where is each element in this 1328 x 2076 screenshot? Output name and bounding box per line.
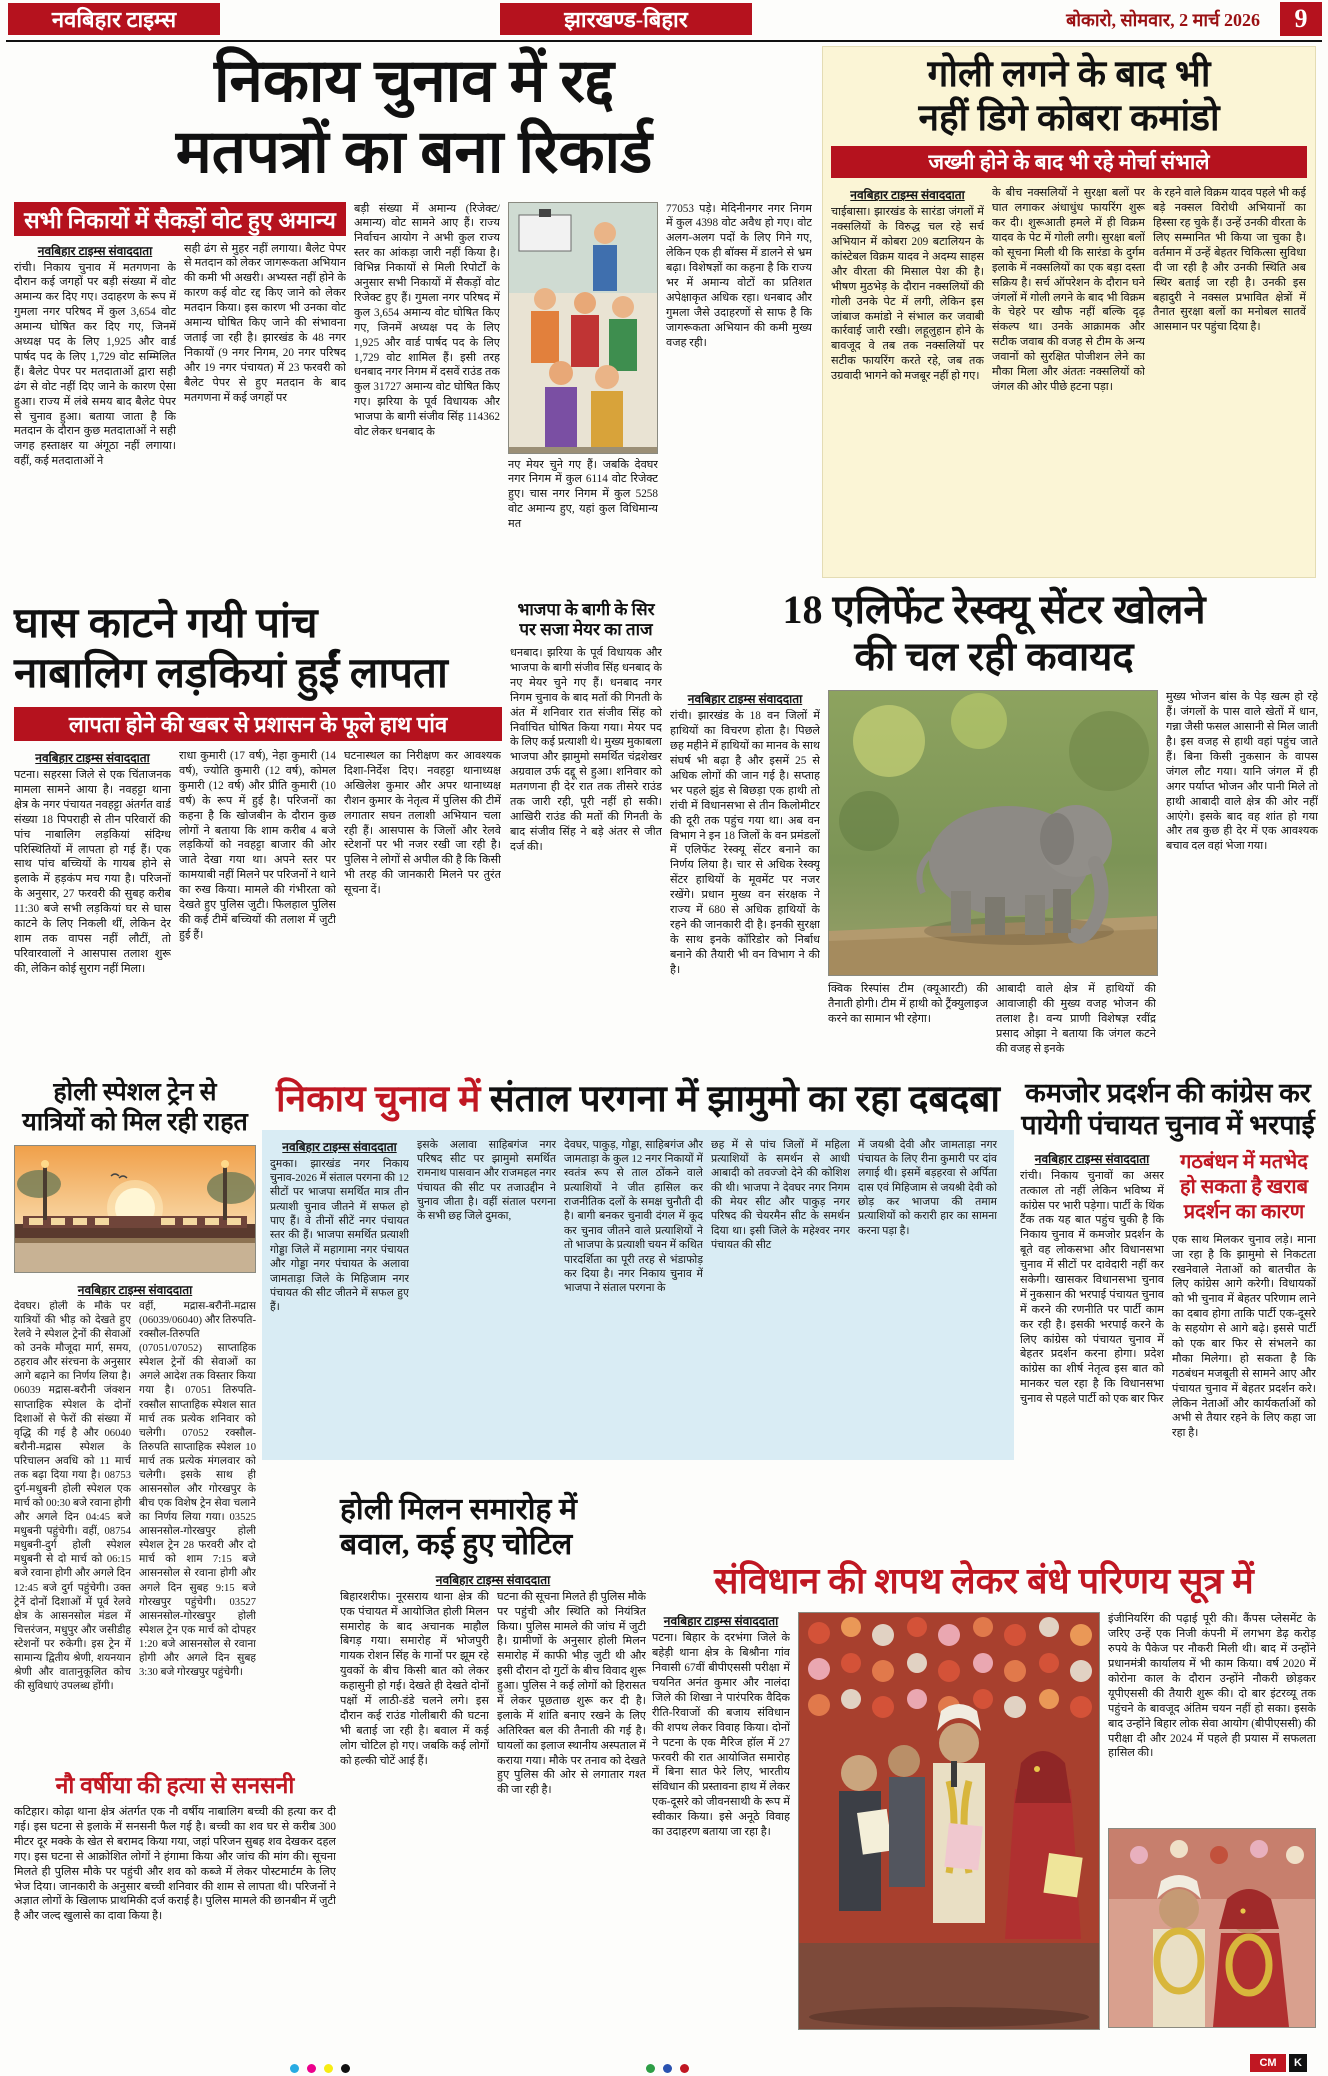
byline: नवबिहार टाइम्स संवाददाता	[282, 1139, 397, 1154]
section-title: झारखण्ड-बिहार	[500, 3, 752, 35]
blue-dot	[663, 2064, 672, 2073]
article-headline: निकाय चुनाव में संताल परगना में झामुमो का रहा दबदबा	[275, 1079, 1001, 1120]
masthead-rule	[6, 40, 1322, 42]
elephant-photo-graphic	[829, 691, 1157, 975]
bride-groom-photo	[1108, 1828, 1316, 2028]
article-cobra-commando	[822, 46, 1316, 578]
body-column: में जयश्री देवी और जामताड़ा नगर पंचायत के लिए रीना कुमारी पर दांव लगाई थी। इसमें बड़हरवा से अर्पिता दास एवं मिहिजाम से जयश्री देवी को छोड़ कर भाजपा की तमाम प्रत्याशियों को करारी हार का सामना करना पड़ा है।	[858, 1138, 997, 1237]
byline: नवबिहार टाइम्स संवाददाता	[37, 243, 153, 258]
body-column: बिहारशरीफ। नूरसराय थाना क्षेत्र की एक पंचायत में आयोजित होली मिलन समारोह के बाद अचानक माहौल बिगड़ गया। समारोह में भोजपुरी गायक रोशन सिंह के गानों पर झूम रहे युवकों के बीच किसी बात को लेकर कहासुनी हो गई। देखते ही देखते दोनों पक्षों में लाठी-डंडे चलने लगे। इस दौरान कई राउंड गोलीबारी की घटना भी बताई जा रही है। बवाल में कई लोग चोटिल हो गए। जबकि कई लोगों को हल्की चोटें आई हैं।	[340, 1590, 489, 1767]
byline: नवबिहार टाइम्स संवाददाता	[35, 751, 150, 766]
body-column: रांची। निकाय चुनाव में मतगणना के दौरान कई जगहों पर बड़ी संख्या में वोट अमान्य कर दिए गए। उदाहरण के रूप में गुमला नगर परिषद में कुल 3,654 वोट अमान्य घोषित कर दिए गए, जिनमें अध्यक्ष पद के लिए 1,925 और वार्ड पार्षद पद के लिए 1,729 वोट सम्मिलित हैं। बैलेट पेपर पर मतदाताओं द्वारा सही ढंग से वोट नहीं दिए जाने के कारण ऐसा हुआ। राज्य में लंबे समय बाद बैलेट पेपर से चुनाव हुआ। बताया जाता है कि मतदान के दौरान कुछ मतदाताओं ने सही जगह हस्ताक्षर या अंगूठा नहीं लगाया। वहीं, कई मतदाताओं ने	[14, 261, 176, 468]
body-column: बड़ी संख्या में अमान्य (रिजेक्ट/अमान्य) वोट सामने आए हैं। राज्य निर्वाचन आयोग ने अभी कुल राज्य स्तर का आंकड़ा जारी नहीं किया है। विभिन्न निकायों से मिली रिपोर्टों के अनुसार सभी निकायों में सैकड़ों वोट रिजेक्ट हुए हैं। गुमला नगर परिषद में कुल 3,654 अमान्य वोट घोषित किए गए, जिनमें अध्यक्ष पद के लिए 1,925 और वार्ड पार्षद पद के लिए 1,729 वोट शामिल हैं। इसी तरह धनबाद नगर निगम में दसवें राउंड तक कुल 31727 अमान्य वोट घोषित किए गए। झरिया के पूर्व विधायक और भाजपा के बागी संजीव सिंह 114362 वोट लेकर धनबाद के	[354, 202, 500, 438]
body-column: दुमका। झारखंड नगर निकाय चुनाव-2026 में संताल परगना की 12 सीटों पर भाजपा समर्थित मात्र तीन प्रत्याशी चुनाव जीतने में सफल हो पाए हैं। वे तीनों सीटें नगर पंचायत स्तर की हैं। भाजपा समर्थित प्रत्याशी गोड्डा जिले में महागामा नगर पंचायत और गोड्डा नगर पंचायत के अलावा जामताड़ा जिले के मिहिजाम नगर पंचायत की सीट जीतने में सफल हुए हैं।	[270, 1157, 409, 1314]
article-missing-girls	[14, 600, 502, 1065]
article-headline: गोली लगने के बाद भी नहीं डिगे कोबरा कमांडो	[918, 54, 1220, 139]
body-column: घटनास्थल का निरीक्षण कर आवश्यक दिशा-निर्देश दिए। नवहट्टा थानाध्यक्ष अखिलेश कुमार और अपर थानाध्यक्ष रौशन कुमार के नेतृत्व में पुलिस की टीमें लगातार सघन तलाशी अभियान चला रही हैं। आसपास के जिलों और रेलवे स्टेशनों पर भी नजर रखी जा रही है। पुलिस ने लोगों से अपील की है कि किसी भी तरह की जानकारी मिलने पर तुरंत सूचना दें।	[344, 750, 501, 897]
body-column: क्विक रिस्पांस टीम (क्यूआरटी) की तैनाती होगी। टीम में हाथी को ट्रैंक्युलाइज करने का सामान भी रहेगा।	[828, 983, 988, 1026]
red-dot	[680, 2064, 689, 2073]
color-key-marks	[1250, 2054, 1307, 2072]
elephant-photo	[828, 690, 1158, 976]
article-congress-panchayat	[1020, 1078, 1316, 1556]
body-column: नए मेयर चुने गए हैं। जबकि देवघर नगर निगम में कुल 6114 वोट रिजेक्ट हुए। चास नगर निगम में कुल 5258 वोट अमान्य हुए, यहां कुल विधिमान्य मत	[508, 458, 658, 531]
article-headline: भाजपा के बागी के सिर पर सजा मेयर का ताज	[517, 600, 655, 640]
byline: नवबिहार टाइम्स संवाददाता	[1034, 1151, 1150, 1166]
byline: नवबिहार टाइम्स संवाददाता	[850, 188, 965, 203]
article-body-panel	[262, 1130, 1014, 1460]
byline: नवबिहार टाइम्स संवाददाता	[435, 1572, 551, 1587]
k-mark: K	[1289, 2054, 1307, 2072]
body-column: इसके अलावा साहिबगंज नगर परिषद सीट पर झामुमो समर्थित रामनाथ पासवान और राजमहल नगर पंचायत की सीट पर तजाउद्दीन ने चुनाव जीता है। वहीं संताल परगना के सभी छह जिले दुमका,	[417, 1138, 556, 1223]
article-holi-clash	[340, 1492, 646, 2052]
article-headline: 18 एलिफेंट रेस्क्यू सेंटर खोलने की चल रही कवायद	[782, 587, 1206, 680]
body-column: कटिहार। कोढ़ा थाना क्षेत्र अंतर्गत एक नौ वर्षीय नाबालिग बच्ची की हत्या कर दी गई। इस घटना से इलाके में सनसनी फैल गई है। बच्ची का शव घर से करीब 300 मीटर दूर मक्के के खेत से बरामद किया गया, जहां परिजन सुबह शव देखकर दहल गए। इस घटना से आक्रोशित लोगों ने हंगामा किया और जांच की मांग की। सूचना मिलते ही पुलिस मौके पर पहुंची और शव को कब्जे में लेकर पोस्टमार्टम के लिए भेज दिया। जानकारी के अनुसार बच्ची शनिवार की शाम से लापता थी। परिजनों ने अज्ञात लोगों के खिलाफ प्राथमिकी दर्ज कराई है। पुलिस मामले की छानबीन में जुटी है और जल्द खुलासे का दावा किया है।	[14, 1806, 336, 1923]
body-column: सही ढंग से मुहर नहीं लगाया। बैलेट पेपर से मतदान को लेकर जागरूकता अभियान की कमी भी अखरी। अभ्यस्त नहीं होने के कारण कई वोट रद्द किए जाने को लेकर मतदान किया। इस कारण भी उनका वोट अमान्य घोषित किए जाने की संभावना जताई जा रही है। झारखंड के 48 नगर निकायों (9 नगर निगम, 20 नगर परिषद और 19 नगर पंचायत) में 23 फरवरी को बैलेट पेपर से हुए मतदान के बाद मतगणना में कई जगहों पर	[184, 242, 346, 404]
green-dot	[646, 2064, 655, 2073]
body-column: घटना की सूचना मिलते ही पुलिस मौके पर पहुंची और स्थिति को नियंत्रित किया। पुलिस मामले की जांच में जुटी है। ग्रामीणों के अनुसार होली मिलन समारोह में काफी भीड़ जुटी थी और इसी दौरान दो गुटों के बीच विवाद शुरू हुआ। पुलिस ने कई लोगों को हिरासत में लेकर पूछताछ शुरू कर दी है। इलाके में शांति बनाए रखने के लिए अतिरिक्त बल की तैनाती की गई है। घायलों का इलाज स्थानीय अस्पताल में कराया गया। मौके पर तनाव को देखते हुए पुलिस की ओर से लगातार गश्त की जा रही है।	[497, 1590, 646, 1797]
article-subhead-bar: लापता होने की खबर से प्रशासन के फूले हाथ पांव	[14, 707, 502, 741]
body-column: रांची। झारखंड के 18 वन जिलों में हाथियों का विचरण होता है। पिछले छह महीने में हाथियों का मानव के साथ संघर्ष भी बढ़ा है और इसमें 25 से अधिक लोगों की जान गई है। सप्ताह भर पहले झुंड से बिछड़ा एक हाथी तो रांची में विधानसभा से तीन किलोमीटर की दूरी तक पहुंच गया था। अब वन विभाग ने इन 18 जिलों के वन प्रमंडलों में एलिफेंट रेस्क्यू सेंटर बनाने का निर्णय लिया है। चार से अधिक रेस्क्यू सेंटर हाथियों के मूवमेंट पर नजर रखेंगे। प्रधान मुख्य वन संरक्षक ने राज्य में 680 से अधिक हाथियों के रहने की जानकारी दी है। इनकी सुरक्षा के साथ इनके कॉरिडोर को निर्बाध बनाने की तैयारी भी वन विभाग ने की है।	[670, 710, 820, 976]
byline: नवबिहार टाइम्स संवाददाता	[77, 1283, 193, 1297]
article-subhead: गठबंधन में मतभेद हो सकता है खराब प्रदर्शन का कारण	[1179, 1150, 1309, 1223]
voting-queue-cartoon-graphic	[509, 203, 657, 453]
article-headline: होली स्पेशल ट्रेन से यात्रियों को मिल रही राहत	[22, 1079, 248, 1136]
yellow-dot	[324, 2064, 333, 2073]
article-headline: संविधान की शपथ लेकर बंधे परिणय सूत्र में	[714, 1561, 1254, 1601]
edition-date: बोकारो, सोमवार, 2 मार्च 2026	[1066, 10, 1260, 30]
wedding-ceremony-graphic	[799, 1613, 1099, 2029]
paper-name: नवबिहार टाइम्स	[8, 3, 220, 35]
body-column: मुख्य भोजन बांस के पेड़ खत्म हो रहे हैं। जंगलों के पास वाले खेतों में धान, गन्ना जैसी फसल आसानी से मिल जाती है। इस वजह से हाथी वहां पहुंच जाते हैं। बिना किसी नुकसान के वापस जंगल लौट गया। यानि जंगल में ही अगर पर्याप्त भोजन और पानी मिले तो हाथी आबादी वाले क्षेत्र की ओर नहीं आएंगे। इसके बाद वह शांत हो गया और तब कुछ ही देर में एक आवश्यक बचाव दल वहां भेजा गया।	[1166, 691, 1318, 853]
article-elephant-rescue	[670, 586, 1318, 1070]
black-dot	[341, 2064, 350, 2073]
body-column: इंजीनियरिंग की पढ़ाई पूरी की। कैंपस प्लेसमेंट के जरिए उन्हें एक निजी कंपनी में लगभग डेढ़ करोड़ रुपये के पैकेज पर नौकरी मिली थी। बाद में उन्होंने प्रधानमंत्री कार्यालय में भी काम किया। वर्ष 2020 में कोरोना काल के दौरान उन्होंने नौकरी छोड़कर यूपीएससी की तैयारी शुरू की। दो बार इंटरव्यू तक पहुंचने के बावजूद अंतिम चयन नहीं हो सका। इसके बाद उन्होंने बिहार लोक सेवा आयोग (बीपीएससी) की परीक्षा दी और 2024 में पहले ही प्रयास में सफलता हासिल की।	[1108, 1613, 1316, 1760]
registration-dots	[290, 2060, 354, 2076]
article-headline: नौ वर्षीया की हत्या से सनसनी	[55, 1773, 295, 1798]
railway-station-graphic	[15, 1146, 255, 1272]
article-headline: निकाय चुनाव में रद्द मतपत्रों का बना रिकार्ड	[175, 48, 653, 185]
cm-mark: CM	[1250, 2054, 1286, 2072]
magenta-dot	[307, 2064, 316, 2073]
article-subhead-bar: सभी निकायों में सैकड़ों वोट हुए अमान्य	[14, 202, 346, 236]
registration-dots	[646, 2060, 693, 2076]
body-column: पटना। सहरसा जिले से एक चिंताजनक मामला सामने आया है। नवहट्टा थाना क्षेत्र के नगर पंचायत नवहट्टा अंतर्गत वार्ड संख्या 18 पिपराही से तीन परिवारों की पांच नाबालिग लड़कियां संदिग्ध परिस्थितियों में लापता हो गई हैं। एक साथ पांच बच्चियों के गायब होने से इलाके में हड़कंप मच गया है। परिजनों के अनुसार, 27 फरवरी की सुबह करीब 11:30 बजे सभी लड़कियां घर से घास काटने के लिए निकली थीं, लेकिन देर शाम तक वापस नहीं लौटीं, तो परिवारवालों ने आसपास तलाश शुरू की, लेकिन कोई सुराग नहीं मिला।	[14, 769, 171, 975]
body-column: राधा कुमारी (17 वर्ष), नेहा कुमारी (14 वर्ष), ज्योति कुमारी (12 वर्ष), कोमल कुमारी (12 वर्ष) और प्रीति कुमारी (10 वर्ष) के रूप में हुई है। परिजनों का कहना है कि खोजबीन के दौरान कुछ लोगों ने बताया कि शाम करीब 4 बजे लड़कियों को नवहट्टा बाजार की ओर जाते देखा गया था। अपने स्तर पर कामयाबी नहीं मिलने पर परिजनों ने थाने का रुख किया। मामले की गंभीरता को देखते हुए पुलिस जुटी। फिलहाल पुलिस की कई टीमें बच्चियों की तलाश में जुटी हुई हैं।	[179, 750, 336, 941]
body-column: के रहने वाले विक्रम यादव पहले भी कई बड़े नक्सल विरोधी अभियानों का हिस्सा रह चुके हैं। उन्हें उनकी वीरता के लिए सम्मानित भी किया जा चुका है। वर्तमान में उन्हें बेहतर चिकित्सा सुविधा दी जा रही है और उनकी स्थिति अब स्थिर बताई जा रही है। उनकी इस बहादुरी ने नक्सल प्रभावित क्षेत्रों में तैनात सुरक्षा बलों का मनोबल सातवें आसमान पर पहुंचा दिया है।	[1153, 187, 1306, 334]
voting-queue-cartoon	[508, 202, 658, 454]
wedding-ceremony-photo	[798, 1612, 1100, 2030]
body-column: आबादी वाले क्षेत्र में हाथियों की आवाजाही की मुख्य वजह भोजन की तलाश है। वन्य प्राणी विशेषज्ञ रवींद्र प्रसाद ओझा ने बताया कि जंगल कटने की वजह से इनके	[996, 983, 1156, 1055]
byline: नवबिहार टाइम्स संवाददाता	[687, 692, 803, 707]
article-headline: होली मिलन समारोह में बवाल, कई हुए चोटिल	[340, 1493, 577, 1562]
article-subhead-bar: जख्मी होने के बाद भी रहे मोर्चा संभाले	[831, 146, 1307, 178]
body-column: देवघर, पाकुड़, गोड्डा, साहिबगंज और जामताड़ा के कुल 12 नगर निकायों में स्वतंत्र रूप से ताल ठोंकने वाले प्रत्याशियों ने जीत हासिल कर राजनीतिक दलों के समक्ष चुनौती दी है। बागी बनकर चुनावी दंगल में कूद कर चुनाव जीतने वाले प्रत्याशियों ने तो भाजपा के प्रत्याशी चयन में कथित पारदर्शिता का पूरी तरह से भंडाफोड़ कर दिया है। नगर निकाय चुनाव में भाजपा ने संताल परगना के	[564, 1138, 703, 1295]
body-column: पटना। बिहार के दरभंगा जिले के बहेड़ी थाना क्षेत्र के बिश्रौना गांव निवासी 67वीं बीपीएससी परीक्षा में चयनित अनंत कुमार और नालंदा जिले की शिखा ने पारंपरिक वैदिक रीति-रिवाजों की बजाय संविधान की शपथ लेकर विवाह किया। दोनों ने पटना के एक मैरिज हॉल में 27 फरवरी की रात आयोजित समारोह में बिना सात फेरे लिए, भारतीय संविधान की प्रस्तावना हाथ में लेकर एक-दूसरे को जीवनसाथी के रूप में स्वीकार किया। इसे अनूठे विवाह का उदाहरण बताया जा रहा है।	[652, 1632, 790, 1839]
body-column: 77053 पड़े। मेदिनीनगर नगर निगम में कुल 4398 वोट अवैध हो गए। वोट अलग-अलग पदों के लिए गिने गए, लेकिन एक ही बॉक्स में डालने से भ्रम बढ़ा। विशेषज्ञों का कहना है कि राज्य भर में अमान्य वोटों का प्रतिशत अपेक्षाकृत अधिक रहा। धनबाद और गुमला जैसे उदाहरणों से साफ है कि जागरूकता अभियान की कमी मुख्य वजह रही।	[666, 202, 812, 349]
bride-groom-graphic	[1109, 1829, 1315, 2027]
body-column: रांची। निकाय चुनावों का असर तत्काल तो नहीं लेकिन भविष्य में कांग्रेस पर भारी पड़ेगा। पार्टी के थिंक टैंक तक यह बात पहुंच चुकी है कि निकाय चुनाव में कमजोर प्रदर्शन के बूते वह लोकसभा और विधानसभा चुनाव में सीटों पर दावेदारी नहीं कर सकेगी। खासकर विधानसभा चुनाव में नुकसान की भरपाई पंचायत चुनाव में करने की रणनीति पर पार्टी काम कर रही है। इसकी भरपाई करने के लिए कांग्रेस को पंचायत चुनाव में बेहतर प्रदर्शन करना होगा। प्रदेश कांग्रेस का शीर्ष नेतृत्व इस बात को मानकर चल रहा है कि विधानसभा चुनाव से पहले पार्टी को एक बार फिर	[1020, 1169, 1164, 1406]
railway-station-illustration	[14, 1145, 256, 1273]
body-column: के बीच नक्सलियों ने सुरक्षा बलों पर घात लगाकर अंधाधुंध फायरिंग शुरू कर दी। शुरूआती हमले में ही विक्रम यादव के पेट में गोली लगी। सुरक्षा बलों को सूचना मिली थी कि सारंडा के दुर्गम इलाके में नक्सलियों का एक बड़ा दस्ता सक्रिय है। सर्च ऑपरेशन के दौरान घने जंगलों में गोली लगने के बाद भी विक्रम के चेहरे पर खौफ नहीं बल्कि दृढ़ संकल्प था। उनके आक्रामक और सटीक जवाब की वजह से टीम के अन्य जवानों को सुरक्षित पोजीशन लेने का मौका मिला और अंततः नक्सलियों को जंगल की ओर पीछे हटना पड़ा।	[992, 187, 1145, 393]
article-girl-murder	[14, 1772, 336, 2060]
article-ballot-record	[14, 46, 814, 591]
article-headline: कमजोर प्रदर्शन की कांग्रेस कर पायेगी पंचायत चुनाव में भरपाई	[1021, 1078, 1315, 1140]
body-column: वहीं, मद्रास-बरौनी-मद्रास (06039/06040) और तिरुपति-रक्सौल-तिरुपति (07051/07052) साप्ताहिक स्पेशल ट्रेनों की सेवाओं का अगले आदेश तक विस्तार किया गया है। 07051 तिरुपति-रक्सौल साप्ताहिक स्पेशल सात मार्च तक प्रत्येक शनिवार को चलेगी। 07052 रक्सौल-तिरुपति साप्ताहिक स्पेशल 10 मार्च तक प्रत्येक मंगलवार को चलेगी। इसके साथ ही आसनसोल और गोरखपुर के बीच एक विशेष ट्रेन सेवा चलाने का निर्णय लिया गया। 03525 आसनसोल-गोरखपुर होली स्पेशल ट्रेन 28 फरवरी और दो मार्च को शाम 7:15 बजे आसनसोल से रवाना होगी और अगले दिन सुबह 9:15 बजे गोरखपुर पहुंचेगी। 03527 आसनसोल-गोरखपुर होली स्पेशल ट्रेन एक मार्च को दोपहर 1:20 बजे आसनसोल से रवाना होगी और अगले दिन सुबह 3:30 बजे गोरखपुर पहुंचेगी।	[139, 1301, 256, 1679]
body-column: चाईबासा। झारखंड के सारंडा जंगलों में नक्सलियों के विरुद्ध चल रहे सर्च अभियान में कोबरा 209 बटालियन के कांस्टेबल विक्रम यादव ने अदम्य साहस और वीरता की मिसाल पेश की है। भीषण मुठभेड़ के दौरान नक्सलियों की गोली उनके पेट में लगी, लेकिन इस जांबाज कमांडो ने संभाल कर जवाबी कार्रवाई जारी रखी। लहूलुहान होने के बावजूद वे तब तक नक्सलियों पर सटीक फायरिंग करते रहे, जब तक उग्रवादी भागने को मजबूर नहीं हो गए।	[831, 206, 984, 383]
article-headline: घास काटने गयी पांच नाबालिग लड़कियां हुईं लापता	[14, 601, 448, 697]
byline: नवबिहार टाइम्स संवाददाता	[663, 1614, 779, 1629]
cyan-dot	[290, 2064, 299, 2073]
article-constitution-wedding	[652, 1560, 1316, 2055]
body-column: एक साथ मिलकर चुनाव लड़े। माना जा रहा है कि झामुमो से निकटता रखनेवाले नेताओं को बातचीत के लिए कांग्रेस आगे करेगी। विधायकों को भी चुनाव में बेहतर परिणाम लाने का दबाव होगा ताकि पार्टी एक-दूसरे के सहयोग से आगे बढ़े। इससे पार्टी को एक बार फिर से संभलने का मौका मिलेगा। हो सकता है कि गठबंधन मजबूती से सामने आए और पंचायत चुनाव में बेहतर प्रदर्शन करे। लेकिन नेताओं और कार्यकर्ताओं को अभी से तैयार रहने के लिए कहा जा रहा है।	[1172, 1233, 1316, 1440]
body-column: छह में से पांच जिलों में महिला प्रत्याशियों के समर्थन से आधी आबादी को तवज्जो देने की कोशिश की थी। भाजपा ने देवघर नगर निगम की मेयर सीट और पाकुड़ नगर परिषद की चेयरमैन सीट के समर्थन दिया था। इसी जिले के महेश्वर नगर पंचायत की सीट	[711, 1138, 850, 1252]
article-jmm-dominance	[262, 1078, 1014, 1468]
page-number: 9	[1280, 2, 1322, 36]
body-column: धनबाद। झरिया के पूर्व विधायक और भाजपा के बागी संजीव सिंह धनबाद के नए मेयर चुने गए हैं। धनबाद नगर निगम चुनाव के बाद मतों की गिनती के अंत में शनिवार रात संजीव सिंह को निर्वाचित घोषित किया गया। मेयर पद के लिए कई प्रत्याशी थे। मुख्य मुकाबला भाजपा और झामुमो समर्थित चंद्रशेखर अग्रवाल उर्फ दद्दू से हुआ। शनिवार को मतगणना ही देर रात तक तीसरे राउंड तक जारी रही, पूरी नहीं हो सकी। आखिरी राउंड की मतों की गिनती के बाद संजीव सिंह ने बड़े अंतर से जीत दर्ज की।	[510, 647, 662, 853]
body-column: देवघर। होली के मौके पर यात्रियों की भीड़ को देखते हुए रेलवे ने स्पेशल ट्रेनों की सेवाओं को उनके मौजूदा मार्ग, समय, ठहराव और संरचना के अनुसार आगे बढ़ाने का निर्णय लिया है। 06039 मद्रास-बरौनी जंक्शन साप्ताहिक स्पेशल के दोनों दिशाओं से फेरों की संख्या में वृद्धि की गई है और 06040 बरौनी-मद्रास स्पेशल के परिचालन अवधि को 11 मार्च तक बढ़ा दिया गया है। 08753 दुर्ग-मधुबनी होली स्पेशल एक मार्च को 00:30 बजे रवाना होगी और अगले दिन 04:45 बजे मधुबनी पहुंचेगी। वहीं, 08754 मधुबनी-दुर्ग होली स्पेशल मधुबनी से दो मार्च को 06:15 बजे रवाना होगी और अगले दिन 12:45 बजे दुर्ग पहुंचेगी। उक्त ट्रेनें दोनों दिशाओं में पूर्व रेलवे क्षेत्र के आसनसोल मंडल में चित्तरंजन, मधुपुर और जसीडीह स्टेशनों पर रुकेगी। इस ट्रेन में सामान्य द्वितीय श्रेणी, शयनयान श्रेणी और वातानुकूलित कोच की सुविधाएं उपलब्ध होंगी।	[14, 1301, 131, 1693]
article-holi-train	[14, 1078, 256, 1766]
article-mayor	[510, 600, 662, 1062]
